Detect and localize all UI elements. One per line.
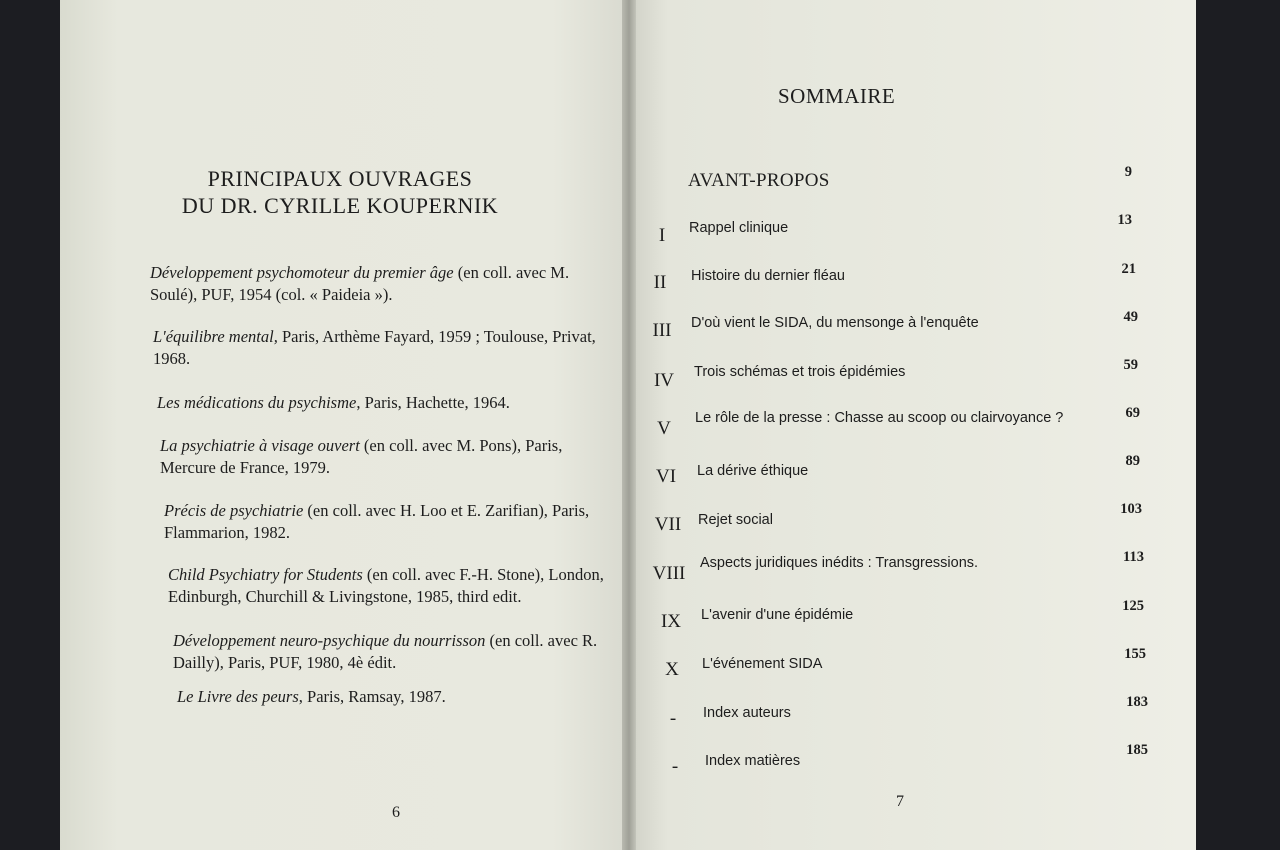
toc-chapter-number: - [669,708,677,729]
reference-details: (en coll. avec F.-H. Stone), London, Edinburgh, Churchill & Livingstone, 1985, third edit. [168,565,604,606]
toc-chapter-number: - [671,756,679,777]
reference-item [150,262,598,306]
toc-chapter-number: X [665,659,679,680]
toc-chapter-page: 155 [1124,646,1146,662]
reference-title: Les médications du psychisme [157,393,357,412]
reference-item [177,686,617,708]
toc-chapter-page: 13 [1117,212,1132,228]
toc-chapter-title: D'où vient le SIDA, du mensonge à l'enquête [691,315,979,331]
toc-chapter-title: La dérive éthique [697,463,809,479]
toc-chapter-title: Aspects juridiques inédits : Transgressions. [700,555,979,571]
reference-details: (en coll. avec R. Dailly), Paris, PUF, 1980, 4è édit. [173,631,598,672]
reference-item [164,500,612,544]
toc-chapter-number: V [657,418,671,439]
reference-title: Développement psychomoteur du premier âge [150,263,454,282]
works-title-line2: DU DR. CYRILLE KOUPERNIK [181,193,499,218]
toc-chapter-title: Trois schémas et trois épidémies [694,364,906,380]
toc-chapter-page: 21 [1121,261,1136,277]
toc-chapter-number: VII [654,514,682,535]
toc-chapter-title: Index auteurs [703,705,791,721]
reference-details: Paris, Arthème Fayard, 1959 ; Toulouse, Privat, 1968. [153,327,596,368]
toc-avant-propos-label: AVANT-PROPOS [688,170,830,191]
left-page [60,0,640,850]
toc-chapter-title: Rejet social [698,512,773,528]
reference-item [160,435,608,479]
reference-title: La psychiatrie à visage ouvert [160,436,360,455]
toc-chapter-page: 183 [1126,694,1148,710]
reference-details: (en coll. avec M. Soulé), PUF, 1954 (col. « Paideia »). [150,263,570,304]
works-title [140,165,540,219]
page-number-right: 7 [896,793,904,810]
reference-details: (en coll. avec H. Loo et E. Zarifian), Paris, Flammarion, 1982. [164,501,590,542]
toc-chapter-title: L'événement SIDA [702,656,823,672]
toc-chapter-title: Index matières [705,753,801,769]
reference-item [168,564,616,608]
book-gutter [622,0,636,850]
reference-title: Développement neuro-psychique du nourrisson [173,631,486,650]
toc-chapter-number: IV [653,370,675,391]
toc-chapter-number: I [658,225,666,246]
toc-chapter-page: 185 [1126,742,1148,758]
toc-chapter-number: III [652,320,672,341]
toc-chapter-page: 103 [1120,501,1142,517]
toc-chapter-number: VIII [652,563,686,584]
toc-chapter-page: 59 [1123,357,1138,373]
reference-item [157,392,605,414]
works-title-line1: PRINCIPAUX OUVRAGES [207,166,473,191]
toc-chapter-page: 69 [1125,405,1140,421]
toc-chapter-title: Histoire du dernier fléau [691,268,845,284]
reference-details: , Paris, Ramsay, 1987. [298,687,446,706]
reference-title: Child Psychiatry for Students [168,565,363,584]
toc-chapter-number: II [653,272,667,293]
page-number-left: 6 [392,804,400,821]
toc-chapter-page: 125 [1122,598,1144,614]
reference-details: , Paris, Hachette, 1964. [356,393,510,412]
toc-chapter-number: IX [660,611,682,632]
toc-chapter-page: 49 [1123,309,1138,325]
toc-chapter-title: L'avenir d'une épidémie [701,607,854,623]
toc-chapter-title: Le rôle de la presse : Chasse au scoop ou clairvoyance ? [695,410,1064,426]
summary-title: SOMMAIRE [778,84,896,108]
reference-title: L'équilibre mental, [153,327,278,346]
toc-chapter-page: 113 [1123,549,1144,565]
toc-chapter-page: 89 [1125,453,1140,469]
reference-title: Précis de psychiatrie [164,501,304,520]
toc-chapter-title: Rappel clinique [689,220,789,236]
toc-avant-propos-page: 9 [1124,164,1132,180]
reference-title: Le Livre des peurs [177,687,299,706]
toc-chapter-number: VI [655,466,677,487]
reference-item [173,630,621,674]
reference-details: (en coll. avec M. Pons), Paris, Mercure de France, 1979. [160,436,563,477]
reference-item [153,326,601,370]
